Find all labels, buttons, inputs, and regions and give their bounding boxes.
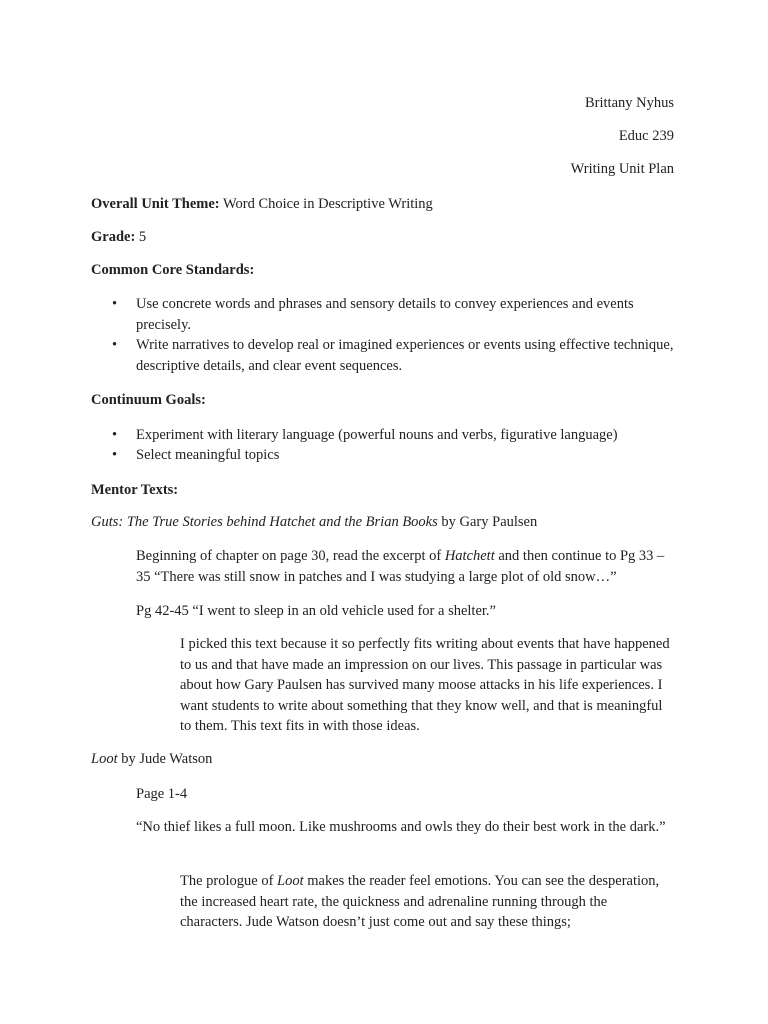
grade-label: Grade:	[91, 229, 136, 245]
mentor-text-1-title: Guts: The True Stories behind Hatchet and the Brian Books	[91, 514, 438, 530]
goals-heading: Continuum Goals:	[91, 392, 206, 408]
document-title: Writing Unit Plan	[570, 161, 674, 177]
mentor-text-2-citation	[91, 751, 681, 768]
goal-item: Select meaningful topics	[136, 447, 280, 463]
mentor-text-1-excerpt	[136, 546, 681, 588]
mentor-heading: Mentor Texts:	[91, 482, 179, 498]
mentor-text-2-title: Loot	[91, 751, 118, 767]
bullet-icon: •	[112, 427, 118, 443]
mentor-text-2-pages: Page 1-4	[136, 786, 188, 802]
grade	[91, 229, 681, 246]
excerpt-text: and then continue to Pg 33 – 35 “There was still snow in patches and I was studying a large plot of old snow…”	[136, 548, 665, 585]
excerpt-book-title: Hatchett	[444, 548, 495, 564]
bullet-icon: •	[112, 337, 118, 353]
mentor-text-1-reflection: I picked this text because it so perfectly fits writing about events that have happened to us and that have made an impression on our lives. This passage in particular was about how Gary Paulsen has survived many moose attacks in his life experiences. I want students to write about something that they know well, and that is meaningful to them. This text fits in with those ideas.	[180, 636, 670, 734]
author-name: Brittany Nyhus	[584, 95, 674, 111]
standard-item: Use concrete words and phrases and sensory details to convey experiences and events precisely.	[136, 296, 634, 333]
reflection-book-title: Loot	[277, 873, 304, 889]
standard-item: Write narratives to develop real or imagined experiences or events using effective technique, descriptive details, and clear event sequences.	[136, 337, 674, 374]
bullet-icon: •	[112, 296, 118, 312]
course-number: Educ 239	[618, 128, 674, 144]
reflection-text: The prologue of	[180, 873, 278, 889]
mentor-text-1-pages: Pg 42-45 “I went to sleep in an old vehicle used for a shelter.”	[136, 603, 496, 619]
reflection-text: makes the reader feel emotions. You can see the desperation, the increased heart rate, the quickness and adrenaline running through the characters. Jude Watson doesn’t just come out and say these things;	[180, 873, 660, 930]
grade-value: 5	[138, 229, 147, 245]
unit-theme	[91, 196, 681, 213]
unit-theme-value: Word Choice in Descriptive Writing	[222, 196, 433, 212]
mentor-text-2-quote: “No thief likes a full moon. Like mushrooms and owls they do their best work in the dark.”	[136, 819, 666, 835]
excerpt-text: Beginning of chapter on page 30, read the excerpt of	[136, 548, 445, 564]
mentor-text-2-reflection	[180, 871, 670, 933]
bullet-icon: •	[112, 447, 118, 463]
mentor-text-1-author: by Gary Paulsen	[437, 514, 538, 530]
mentor-text-2-author: by Jude Watson	[117, 751, 213, 767]
unit-theme-label: Overall Unit Theme:	[91, 196, 220, 212]
standards-heading: Common Core Standards:	[91, 262, 255, 278]
goal-item: Experiment with literary language (powerful nouns and verbs, figurative language)	[136, 427, 618, 443]
mentor-text-1-citation	[91, 514, 681, 531]
